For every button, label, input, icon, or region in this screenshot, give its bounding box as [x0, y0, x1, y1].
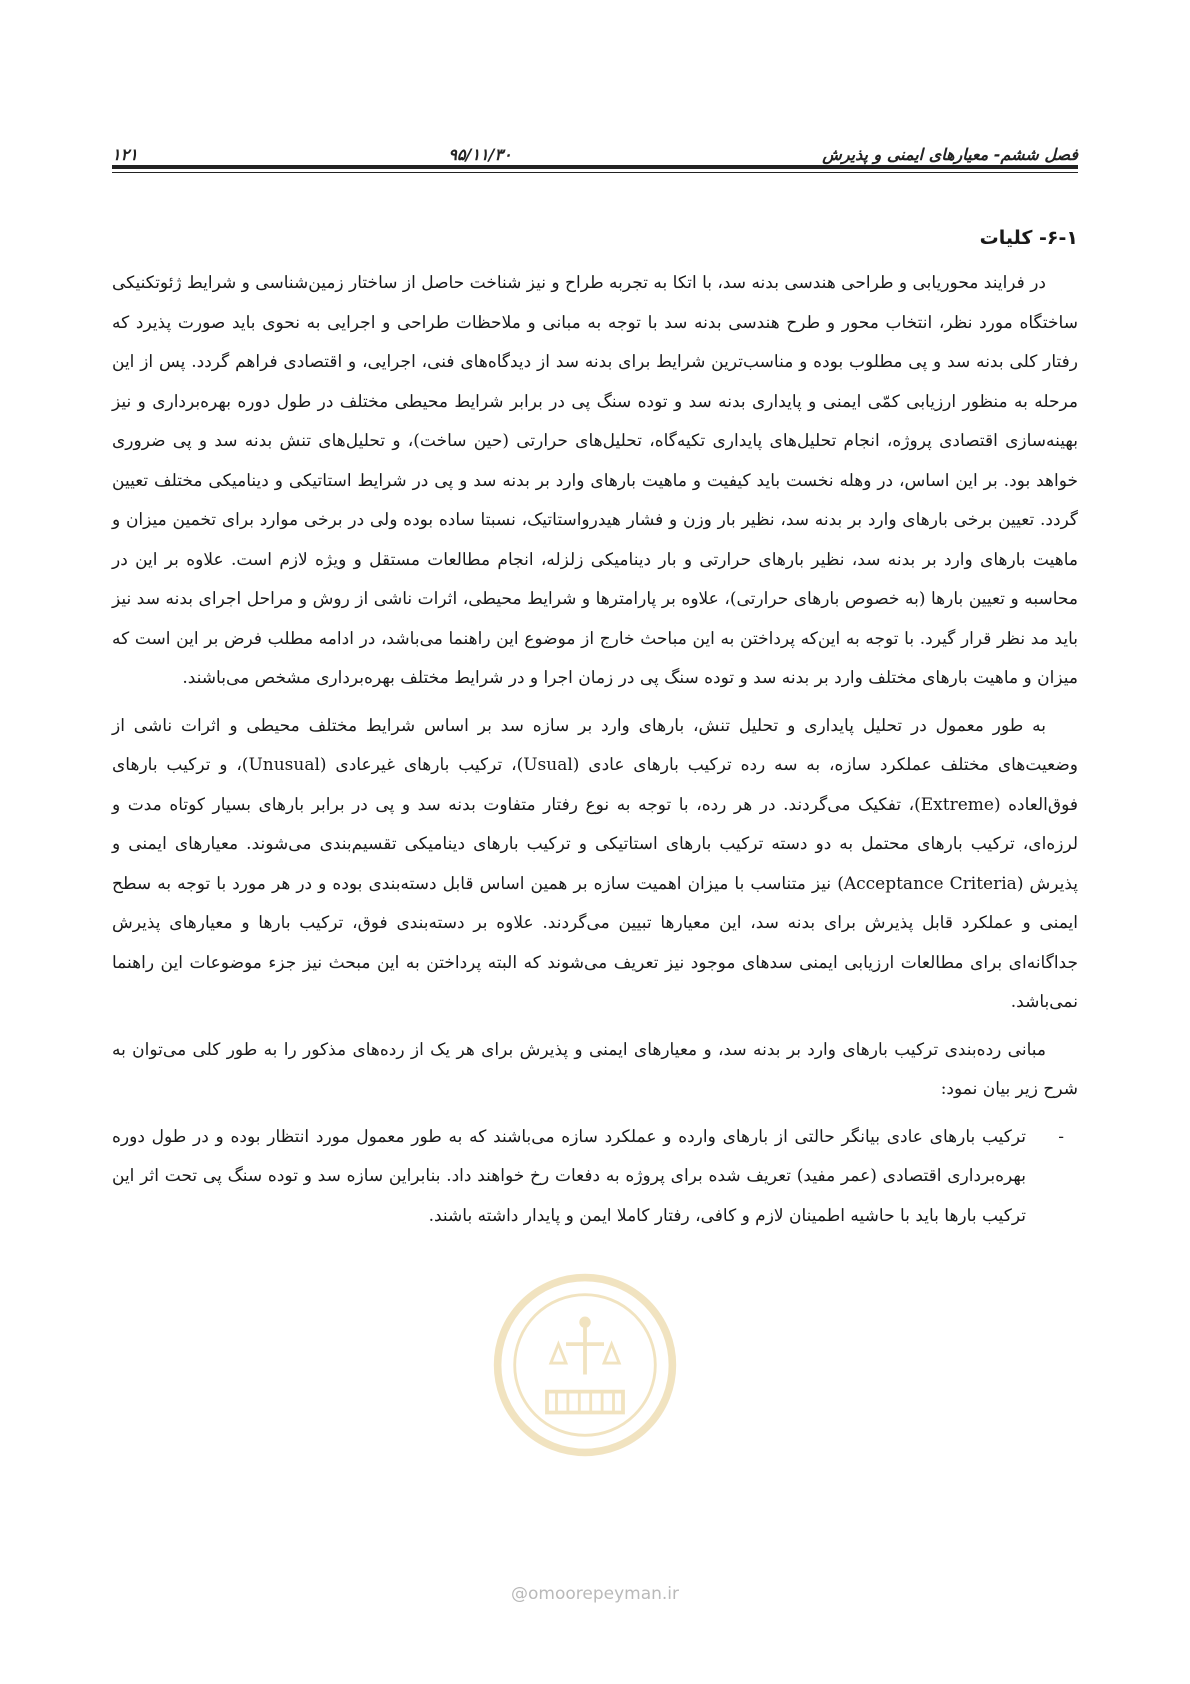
watermark-text [0, 1584, 1190, 1604]
at-icon: @ [510, 1584, 528, 1604]
list-item-text: ترکیب بارهای عادی بیانگر حالتی از بارهای وارده و عملکرد سازه می‌باشند که به طور معمول مورد انتظار بوده و در طول دوره بهره‌برداری اقتصادی (عمر مفید) تعریف شده برای پروژه به دفعات رخ خواهند داد. بنابراین سازه سد و توده سنگ پی تحت اثر این ترکیب بارها باید با حاشیه اطمینان لازم و کافی، رفتار کاملا ایمن و پایدار داشته باشند. [112, 1126, 1026, 1226]
revision-date: ۹۵/۱۱/۳۰ [448, 145, 512, 164]
header-rule-thin [112, 172, 1078, 173]
seal-logo-icon [490, 1270, 680, 1460]
running-header [112, 130, 1078, 164]
paragraph: مبانی رده‌بندی ترکیب بارهای وارد بر بدنه سد، و معیارهای ایمنی و پذیرش برای هر یک از رده‌های مذکور را به طور کلی می‌توان به شرح زیر بیان نمود: [112, 1039, 1078, 1099]
bullet-marker: - [1058, 1126, 1064, 1147]
list-item [112, 1118, 1078, 1237]
header-rule-thick [112, 165, 1078, 169]
watermark-label: omoorepeyman.ir [527, 1584, 680, 1604]
page-number: ۱۲۱ [112, 145, 138, 164]
paragraph: به طور معمول در تحلیل پایداری و تحلیل تنش، بارهای وارد بر سازه سد بر اساس شرایط مختلف محیطی و اثرات ناشی از وضعیت‌های مختلف عملکرد سازه، به سه رده ترکیب بارهای عادی (Usual)، ترکیب بارهای غیرعادی (Unusual)، و ترکیب بارهای فوق‌العاده (Extreme)، تفکیک می‌گردند. در هر رده، با توجه به نوع رفتار متفاوت بدنه سد و پی در برابر بارهای بسیار کوتاه مدت و لرزه‌ای، ترکیب بارهای محتمل به دو دسته ترکیب بارهای استاتیکی و ترکیب بارهای دینامیکی تقسیم‌بندی می‌شوند. معیارهای ایمنی و پذیرش (Acceptance Criteria) نیز متناسب با میزان اهمیت سازه بر همین اساس قابل دسته‌بندی بوده و در هر مورد با توجه به سطح ایمنی و عملکرد قابل پذیرش برای بدنه سد، این معیارها تبیین می‌گردند. علاوه بر دسته‌بندی فوق، ترکیب بارها و معیارهای پذیرش جداگانه‌ای برای مطالعات ارزیابی ایمنی سدهای موجود نیز تعریف می‌شوند که البته پرداختن به این مبحث نیز جزء موضوعات این راهنما نمی‌باشد. [112, 715, 1079, 1012]
paragraph: در فرایند محوریابی و طراحی هندسی بدنه سد، با اتکا به تجربه طراح و نیز شناخت حاصل از ساختار زمین‌شناسی و شرایط ژئوتکنیکی ساختگاه مورد نظر، انتخاب محور و طرح هندسی بدنه سد با توجه به مبانی و ملاحظات طراحی و اجرایی به نحوی باید صورت پذیرد که رفتار کلی بدنه سد و پی مطلوب بوده و مناسب‌ترین شرایط برای بدنه سد از دیدگاه‌های فنی، اجرایی، و اقتصادی فراهم گردد. پس از این مرحله به منظور ارزیابی کمّی ایمنی و پایداری بدنه سد و توده سنگ پی در برابر شرایط محیطی مختلف در طول دوره بهره‌برداری و نیز بهینه‌سازی اقتصادی پروژه، انجام تحلیل‌های پایداری تکیه‌گاه، تحلیل‌های حرارتی (حین ساخت)، و تحلیل‌های تنش بدنه سد و پی ضروری خواهد بود. بر این اساس، در وهله نخست باید کیفیت و ماهیت بارهای وارد بر بدنه سد و پی در شرایط استاتیکی و دینامیکی مختلف تعیین گردد. تعیین برخی بارهای وارد بر بدنه سد، نظیر بار وزن و فشار هیدرواستاتیک، نسبتا ساده بوده ولی در برخی موارد برای تخمین میزان و ماهیت بارهای وارد بر بدنه سد، نظیر بارهای حرارتی و بار دینامیکی زلزله، انجام مطالعات مستقل و ویژه لازم است. علاوه بر این در محاسبه و تعیین بارها (به خصوص بارهای حرارتی)، علاوه بر پارامترها و شرایط محیطی، اثرات ناشی از روش و مراحل اجرای بدنه سد نیز باید مد نظر قرار گیرد. با توجه به این‌که پرداختن به این مباحث خارج از موضوع این راهنما می‌باشد، در ادامه مطلب فرض بر این است که میزان و ماهیت بارهای مختلف وارد بر بدنه سد و توده سنگ پی در زمان اجرا و در شرایط مختلف بهره‌برداری مشخص می‌باشند. [111, 273, 1078, 688]
section-heading: ۶-۱- کلیات [979, 227, 1078, 249]
bullet-list [112, 1118, 1078, 1237]
chapter-title: فصل ششم- معیارهای ایمنی و پذیرش [822, 145, 1078, 164]
page-body [112, 218, 1078, 1236]
